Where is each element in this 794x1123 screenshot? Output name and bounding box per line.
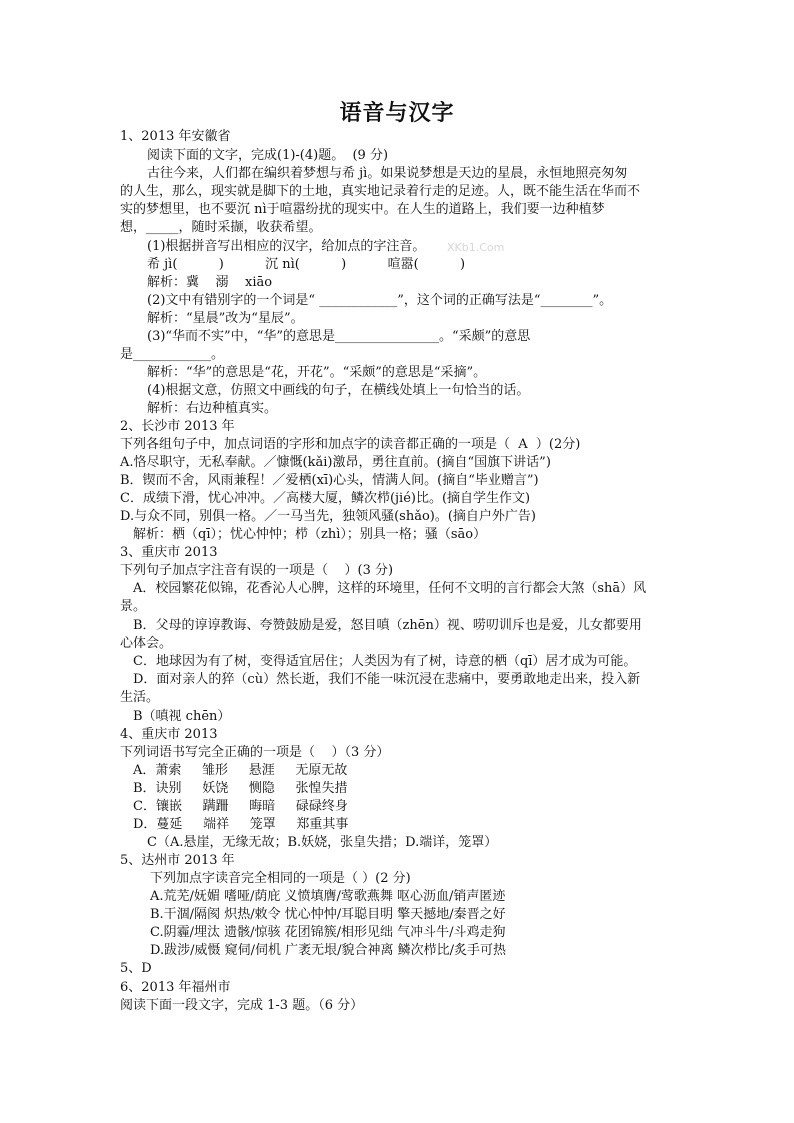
text-line: B．父母的谆谆教诲、夸赞鼓励是爱，怒目嗔（zhēn）视、唠叨训斥也是爱，儿女都要用 [133,618,642,633]
text-line: 4、重庆市 2013 [120,727,218,742]
text-line: 解析：栖（qī）；忧心忡忡；栉（zhì）；别具一格；骚（sāo） [133,527,487,542]
text-line: D．面对亲人的猝（cù）然长逝，我们不能一味沉浸在悲痛中，要勇敢地走出来，投入新 [133,672,641,687]
text-line: C．成绩下滑，忧心冲冲。／高楼大厦，鳞次栉(jié)比。(摘自学生作文) [120,491,531,506]
text-line: D.跋涉/威慑 窥伺/伺机 广袤无垠/貌合神离 鳞次栉比/炙手可热 [150,943,507,958]
text-line: 解析：“华”的意思是“花，开花”。“采颇”的意思是“采摘”。 [147,365,487,380]
text-line: D．蔓延 端祥 笼罩 郑重其事 [133,817,349,832]
text-line: (4)根据文意，仿照文中画线的句子，在横线处填上一句恰当的话。 [147,383,530,398]
text-line: 景。 [120,599,147,614]
text-line: 2、长沙市 2013 年 [120,419,235,434]
text-line: 的人生，那么，现实就是脚下的土地，真实地记录着行走的足迹。人，既不能生活在华而不 [120,184,641,199]
text-line: 3、重庆市 2013 [120,545,218,560]
text-line: 实的梦想里，也不要沉 nì于喧嚣纷扰的现实中。在人生的道路上，我们要一边种植梦 [120,202,605,217]
watermark-text: XKb1.Com [447,241,505,254]
text-line: 阅读下面的文字，完成(1)-(4)题。 (9 分) [147,148,389,163]
text-line: 解析：冀 溺 xiāo [147,275,273,290]
text-line: B.干涸/隔阂 炽热/敕令 忧心忡忡/耳聪目明 擎天撼地/秦晋之好 [150,907,506,922]
text-line: 下列加点字读音完全相同的一项是（ ）(2 分) [150,871,411,886]
text-line: C（A.悬崖，无缘无故；B.妖娆，张皇失措；D.端详，笼罩） [147,835,498,850]
text-line: 古往今来，人们都在编织着梦想与希 jì。如果说梦想是天边的星晨，永恒地照亮匆匆 [147,166,628,181]
text-line: 阅读下面一段文字，完成 1-3 题。（6 分） [120,998,364,1013]
text-line: C.阴霾/埋汰 遗骸/惊骇 花团锦簇/相形见绌 气冲斗牛/斗鸡走狗 [150,925,506,940]
text-line: A.恪尽职守，无私奉献。／慷慨(kǎi)激昂，勇往直前。(摘自“国旗下讲话”) [120,455,551,470]
text-line: B．诀别 妖饶 恻隐 张惶失措 [133,781,348,796]
text-line: 希 jì( ) 沉 nì( ) 喧嚣( ) [147,257,466,272]
text-line: D.与众不同，别俱一格。／一马当先，独领风骚(shǎo)。(摘自户外广告) [120,509,537,524]
text-line: A.荒芜/妩媚 嗜哑/荫庇 义愤填膺/莺歌燕舞 呕心沥血/销声匿迹 [150,889,506,904]
text-line: (3)“华而不实”中，“华”的意思是________________。“采颇”的意思 [147,329,531,344]
text-line: (2)文中有错别字的一个词是“ ____________”，这个词的正确写法是“________”。 [147,293,613,308]
text-line: 下列句子加点字注音有误的一项是（ ）(3 分) [120,563,394,578]
text-line: B（嗔视 chēn） [133,709,231,724]
text-line: 是____________。 [120,347,225,362]
text-line: 想，_____，随时采撷，收获希望。 [120,220,322,235]
page-title: 语音与汉字 [339,100,455,126]
text-line: C．地球因为有了树，变得适宜居住；人类因为有了树，诗意的栖（qī）居才成为可能。 [133,654,637,669]
text-line: 下列词语书写完全正确的一项是（ ）（3 分） [120,745,390,760]
text-line: B．锲而不舍，风雨兼程！／爱栖(xī)心头，情满人间。(摘自“毕业赠言”) [120,473,539,488]
text-line: 1、2013 年安徽省 [120,129,231,144]
text-line: C．镶嵌 蹒跚 晦暗 碌碌终身 [133,799,348,814]
text-line: A．校园繁花似锦，花香沁人心脾，这样的环境里，任何不文明的言行都会大煞（shā）风 [133,581,647,596]
text-line: 解析：右边种植真实。 [147,401,278,416]
text-line: 心体会。 [120,636,173,651]
text-line: 5、达州市 2013 年 [120,853,235,868]
text-line: 下列各组句子中，加点词语的字形和加点字的读音都正确的一项是（ A ）(2分) [120,437,581,452]
text-line: 5、D [120,961,152,976]
text-line: A．萧索 雏形 悬涯 无原无故 [133,763,348,778]
text-line: 生活。 [120,690,160,705]
text-line: 解析：“星晨”改为“星辰”。 [147,311,304,326]
text-line: (1)根据拼音写出相应的汉字，给加点的字注音。 [147,239,426,254]
text-line: 6、2013 年福州市 [120,980,231,995]
